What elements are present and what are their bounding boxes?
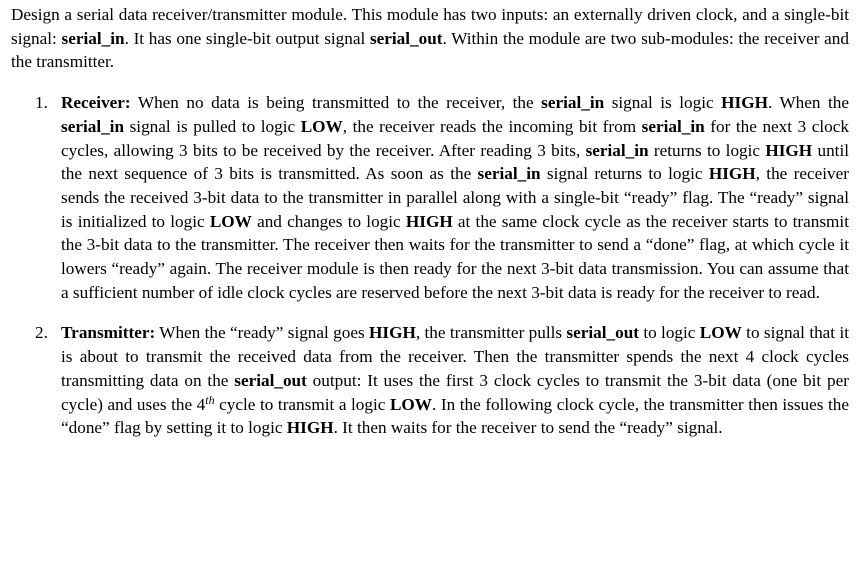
list-item-receiver — [35, 91, 850, 304]
signal-name: serial_in — [585, 140, 649, 160]
superscript: th — [205, 392, 215, 407]
text-run: signal is pulled to logic — [124, 116, 301, 136]
text-run: , the receiver sends the received 3-bit data to the transmitter in parallel along with a single-bit “ready” flag. The “ready” signal is initialized to logic — [61, 164, 849, 231]
text-run: to logic — [638, 323, 700, 343]
logic-level: LOW — [300, 116, 343, 136]
text-run: until the next sequence of 3 bits is transmitted. As soon as the — [61, 140, 850, 184]
text-run: and changes to logic — [251, 211, 406, 231]
text-run: When no data is being transmitted to the receiver, the — [130, 93, 542, 113]
text-run: . It has one single-bit output signal — [124, 28, 370, 48]
signal-name: serial_in — [541, 93, 605, 113]
item-title: Transmitter: — [61, 323, 156, 343]
item-number: 1. — [35, 93, 48, 113]
text-run: . When the — [767, 93, 849, 113]
logic-level: HIGH — [369, 323, 416, 343]
signal-name: serial_out — [234, 370, 307, 390]
signal-name: serial_in — [477, 164, 541, 184]
text-run: cycle to transmit a logic — [214, 394, 390, 414]
logic-level: HIGH — [405, 211, 453, 231]
intro-paragraph — [11, 3, 849, 74]
signal-name: serial_out — [369, 28, 443, 48]
text-run: When the “ready” signal goes — [155, 323, 370, 343]
logic-level: HIGH — [721, 93, 768, 113]
signal-name: serial_in — [61, 28, 125, 48]
text-run: output: It uses the first 3 clock cycles to transmit the 3-bit data (one bit per cycle) and uses the 4 — [61, 370, 849, 414]
text-run: returns to logic — [648, 140, 766, 160]
text-run: for the next 3 clock cycles, allowing 3 bits to be received by the receiver. After reading 3 bits, — [61, 116, 849, 160]
text-run: . In the following clock cycle, the transmitter then issues the “done” flag by setting it to logic — [61, 394, 849, 438]
text-run: signal is logic — [604, 93, 722, 113]
signal-name: serial_in — [641, 116, 705, 136]
text-run: . Within the module are two sub-modules: the receiver and the transmitter. — [11, 28, 849, 72]
logic-level: HIGH — [765, 140, 813, 160]
logic-level: HIGH — [708, 164, 756, 184]
logic-level: LOW — [389, 394, 432, 414]
numbered-list — [11, 91, 849, 440]
signal-name: serial_in — [61, 116, 125, 136]
logic-level: LOW — [209, 211, 252, 231]
list-item-transmitter — [35, 321, 849, 440]
text-run: , the receiver reads the incoming bit from — [342, 116, 642, 136]
signal-name: serial_out — [566, 323, 639, 343]
text-run: signal returns to logic — [540, 164, 709, 184]
text-run: to signal that it is about to transmit the received data from the receiver. Then the transmitter spends the next 4 clock cycles transmitting data on the — [61, 323, 849, 390]
text-run: Design a serial data receiver/transmitter module. This module has two inputs: an externally driven clock, and a single-bit signal: — [11, 5, 849, 48]
item-number: 2. — [35, 323, 48, 343]
item-title: Receiver: — [61, 93, 131, 113]
text-run: at the same clock cycle as the receiver starts to transmit the 3-bit data to the transmitter. The receiver then waits for the transmitter to send a “done” flag, at which cycle it lowers “ready” again. The receiver module is then ready for the next 3-bit data transmission. You can assume that a sufficient number of idle clock cycles are reserved before the next 3-bit data is ready for the receiver to read. — [61, 211, 849, 302]
logic-level: HIGH — [286, 418, 334, 438]
text-run: . It then waits for the receiver to send the “ready” signal. — [333, 418, 723, 438]
text-run: , the transmitter pulls — [415, 323, 567, 343]
logic-level: LOW — [699, 323, 742, 343]
